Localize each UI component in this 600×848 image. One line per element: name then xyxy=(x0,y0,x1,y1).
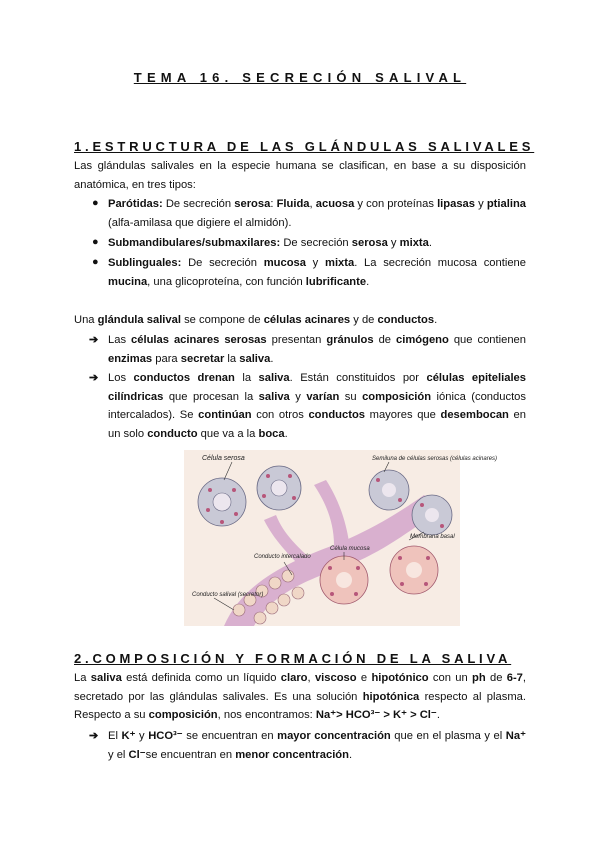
section2-paragraph: La saliva está definida como un líquido claro, viscoso e hipotónico con un ph de 6-7, secretado por las glándulas salivales. Es una solución hipotónica respecto al plasma. Respecto a su composición, nos encontramos: Na⁺> HCO³⁻ > K⁺ > Cl⁻. xyxy=(74,672,526,721)
acinus-mucosa-center xyxy=(320,556,368,604)
label-semiluna: Semiluna de células serosas (células acinares) xyxy=(372,456,498,462)
section1-intro: Las glándulas salivales en la especie humana se clasifican, en base a su disposición anatómica, en tres tipos: xyxy=(74,160,526,191)
arrow-icon: ➔ xyxy=(89,334,99,346)
arrow-icon: ➔ xyxy=(89,730,99,742)
bullet-icon: ● xyxy=(92,197,99,209)
bullet-parotidas: Parótidas: De secreción serosa: Fluida, acuosa y con proteínas lipasas y ptialina (alfa-amilasa que digiere el almidón). xyxy=(108,198,527,229)
label-celula-mucosa: Célula mucosa xyxy=(330,546,370,552)
label-conducto-intercalado: Conducto intercalado xyxy=(254,554,311,560)
section1-heading: 1.ESTRUCTURA DE LAS GLÁNDULAS SALIVALES xyxy=(74,139,535,154)
acinus-mucosa-right xyxy=(390,546,438,594)
label-celula-serosa: Célula serosa xyxy=(202,455,245,462)
acinus-serosa-top xyxy=(257,466,301,510)
arrow-item-conductos: Los conductos drenan la saliva. Están constituidos por células epiteliales cilíndricas que procesan la saliva y varían su composición iónica (conductos intercalados). Se continúan con otros conductos mayores que desembocan en un solo conducto que va a la boca. xyxy=(108,372,526,440)
gland-composition-sentence: Una glándula salival se compone de células acinares y de conductos. xyxy=(74,314,438,326)
bullet-icon: ● xyxy=(92,256,99,268)
label-membrana: Membrana basal xyxy=(410,534,455,540)
arrow-icon: ➔ xyxy=(89,372,99,384)
bullet-icon: ● xyxy=(92,236,99,248)
acinus-right-mid xyxy=(412,495,452,535)
label-conducto-salival: Conducto salival (secretor) xyxy=(192,592,264,598)
acinus-serosa-left xyxy=(198,478,246,526)
arrow-item-ions: El K⁺ y HCO³⁻ se encuentran en mayor concentración que en el plasma y el Na⁺ y el Cl⁻se encuentran en menor concentración. xyxy=(108,730,527,761)
section2-heading: 2.COMPOSICIÓN Y FORMACIÓN DE LA SALIVA xyxy=(74,651,512,666)
page-title: TEMA 16. SECRECIÓN SALIVAL xyxy=(133,70,467,85)
bullet-sublinguales: Sublinguales: De secreción mucosa y mixta. La secreción mucosa contiene mucina, una glicoproteína, con función lubrificante. xyxy=(108,257,526,288)
arrow-item-acinares: Las células acinares serosas presentan gránulos de cimógeno que contienen enzimas para secretar la saliva. xyxy=(108,334,527,365)
bullet-submandibulares: Submandibulares/submaxilares: De secreción serosa y mixta. xyxy=(108,237,432,249)
acinus-right-top xyxy=(369,470,409,510)
salivary-gland-diagram xyxy=(184,450,498,626)
